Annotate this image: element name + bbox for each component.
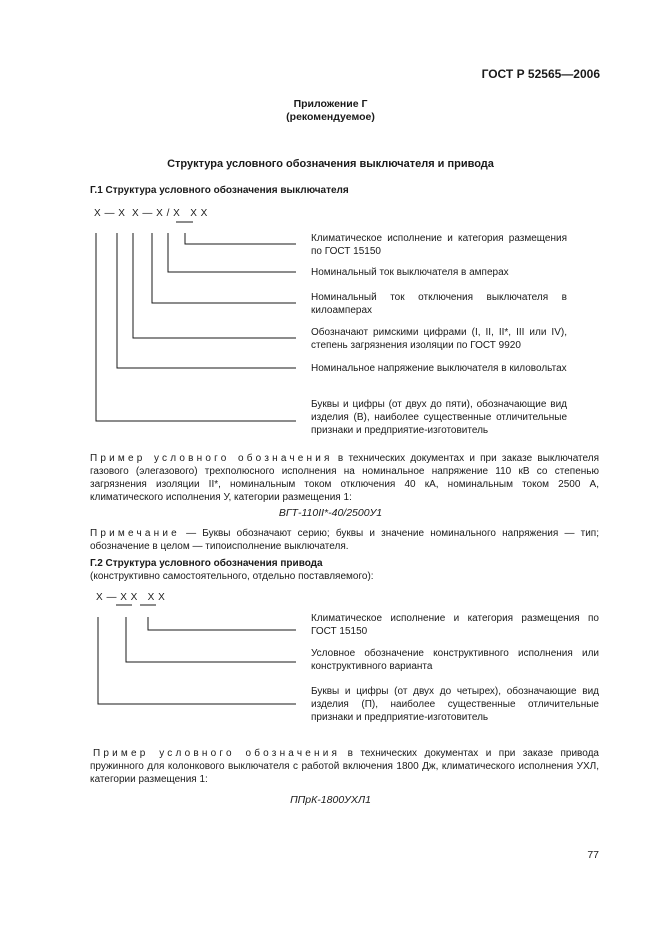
switch-desc-breaking-current: Номинальный ток отключения выключателя в килоамперах xyxy=(311,292,567,316)
page-number: 77 xyxy=(587,849,599,861)
example-label: Пример условного обозначения xyxy=(90,453,333,464)
switch-example-code: ВГТ-110II*-40/2500У1 xyxy=(278,507,383,519)
switch-note xyxy=(90,527,599,553)
drive-example-paragraph xyxy=(90,747,599,786)
switch-desc-voltage: Номинальное напряжение выключателя в киловольтах xyxy=(311,363,567,374)
appendix-title: Приложение Г xyxy=(293,98,368,110)
example-text: в технических документах и при заказе привода пружинного для колонкового выключателя с работой включения 1800 Дж, климатического исполнения УХЛ, категории размещения 1: xyxy=(90,748,599,785)
switch-desc-pollution: Обозначают римскими цифрами (I, II, II*, III или IV), степень загрязнения изоляции по ГОСТ 9920 xyxy=(311,327,567,351)
note-text: — Буквы обозначают серию; буквы и значение номинального напряжения — тип; обозначение в целом — типоисполнение выключателя. xyxy=(90,528,599,552)
appendix-subtitle: (рекомендуемое) xyxy=(286,111,375,123)
section2-subheading: (конструктивно самостоятельного, отдельно поставляемого): xyxy=(90,571,374,582)
drive-desc-letters: Буквы и цифры (от двух до четырех), обозначающие вид изделия (П), наиболее существенные отличительные признаки и предприятие-изготовитель xyxy=(311,686,599,723)
example-label: Пример условного обозначения xyxy=(93,748,341,759)
section1-heading: Г.1 Структура условного обозначения выключателя xyxy=(90,185,349,196)
switch-desc-climate: Климатическое исполнение и категория размещения по ГОСТ 15150 xyxy=(311,233,567,257)
switch-code-structure: Х — Х Х — Х / Х Х Х xyxy=(94,208,208,219)
example-text: в технических документах и при заказе выключателя газового (элегазового) трехполюсного исполнения на номинальное напряжение 110 кВ со степенью загрязнения изоляции II*, номинальным током отключения 40 кА, номинальным током 2500 А, климатического исполнения У, категории размещения 1: xyxy=(90,453,599,503)
drive-desc-climate: Климатическое исполнение и категория размещения по ГОСТ 15150 xyxy=(311,613,599,637)
document-id: ГОСТ Р 52565—2006 xyxy=(481,67,600,81)
note-label: Примечание xyxy=(90,528,180,539)
main-title: Структура условного обозначения выключателя и привода xyxy=(167,158,494,170)
section2-heading: Г.2 Структура условного обозначения привода xyxy=(90,558,323,569)
drive-example-code: ППрК-1800УХЛ1 xyxy=(290,794,371,806)
drive-code-structure: Х — Х Х Х Х xyxy=(96,592,166,603)
switch-desc-letters: Буквы и цифры (от двух до пяти), обозначающие вид изделия (В), наиболее существенные отличительные признаки и предприятие-изготовитель xyxy=(311,399,567,436)
drive-desc-design: Условное обозначение конструктивного исполнения или конструктивного варианта xyxy=(311,648,599,672)
switch-example-paragraph xyxy=(90,452,599,504)
switch-desc-rated-current: Номинальный ток выключателя в амперах xyxy=(311,267,509,278)
